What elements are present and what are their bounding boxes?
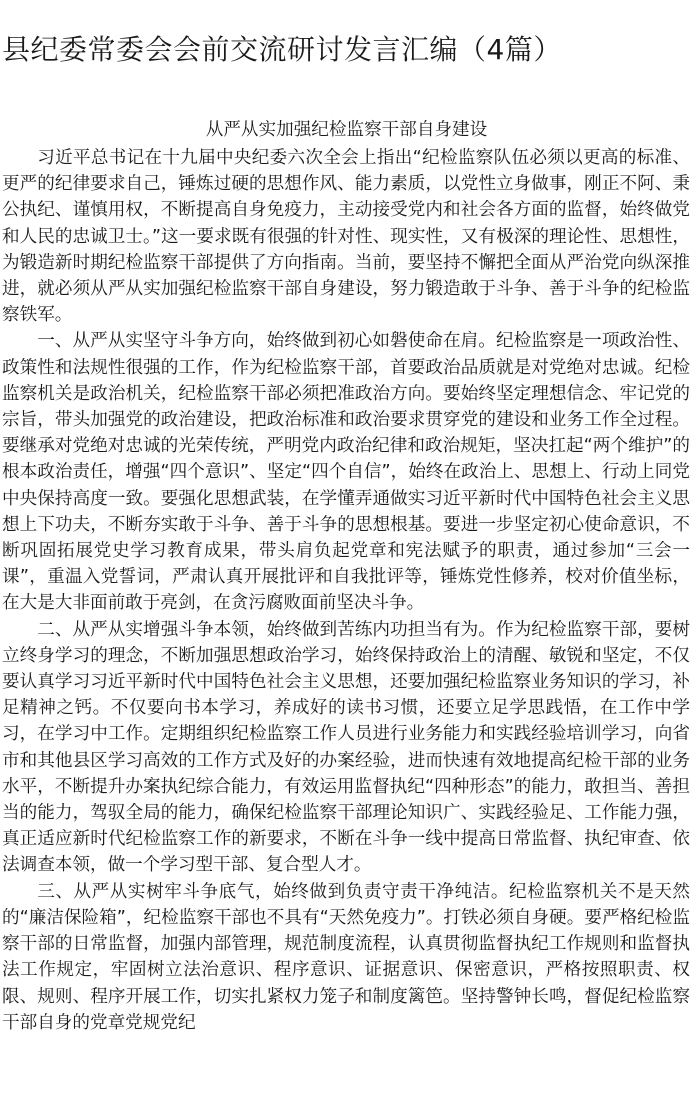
article-body: [2, 145, 690, 1036]
paragraph-intro: 习近平总书记在十九届中央纪委六次全会上指出“纪检监察队伍必须以更高的标准、更严的纪律要求自己，锤炼过硬的思想作风、能力素质，以党性立身做事，刚正不阿、秉公执纪、谨慎用权，不断提高自身免疫力，主动接受党内和社会各方面的监督，始终做党和人民的忠诚卫士。”这一要求既有很强的针对性、现实性，又有极深的理论性、思想性，为锻造新时期纪检监察干部提供了方向指南。当前，要坚持不懈把全面从严治党向纵深推进，就必须从严从实加强纪检监察干部自身建设，努力锻造敢于斗争、善于斗争的纪检监察铁军。: [2, 148, 690, 326]
paragraph-section-1: 一、从严从实坚守斗争方向，始终做到初心如磐使命在肩。纪检监察是一项政治性、政策性和法规性很强的工作，作为纪检监察干部，首要政治品质就是对党绝对忠诚。纪检监察机关是政治机关，纪检监察干部必须把准政治方向。要始终坚定理想信念、牢记党的宗旨，带头加强党的政治建设，把政治标准和政治要求贯穿党的建设和业务工作全过程。要继承对党绝对忠诚的光荣传统，严明党内政治纪律和政治规矩，坚决扛起“两个维护”的根本政治责任，增强“四个意识”、坚定“四个自信”，始终在政治上、思想上、行动上同党中央保持高度一致。要强化思想武装，在学懂弄通做实习近平新时代中国特色社会主义思想上下功夫，不断夯实敢于斗争、善于斗争的思想根基。要进一步坚定初心使命意识，不断巩固拓展党史学习教育成果，带头肩负起党章和宪法赋予的职责，通过参加“三会一课”，重温入党誓词，严肃认真开展批评和自我批评等，锤炼党性修养，校对价值坐标，在大是大非面前敢于亮剑，在贪污腐败面前坚决斗争。: [2, 331, 690, 614]
document-title: 县纪委常委会会前交流研讨发言汇编（4篇）: [2, 33, 562, 66]
paragraph-section-2: 二、从严从实增强斗争本领，始终做到苦练内功担当有为。作为纪检监察干部，要树立终身学习的理念，不断加强思想政治学习，始终保持政治上的清醒、敏锐和坚定，不仅要认真学习习近平新时代中国特色社会主义思想，还要加强纪检监察业务知识的学习，补足精神之钙。不仅要向书本学习，养成好的读书习惯，还要立足学思践悟，在工作中学习，在学习中工作。定期组织纪检监察工作人员进行业务能力和实践经验培训学习，向省市和其他县区学习高效的工作方式及好的办案经验，进而快速有效地提高纪检干部的业务水平，不断提升办案执纪综合能力，有效运用监督执纪“四种形态”的能力，敢担当、善担当的能力，驾驭全局的能力，确保纪检监察干部理论知识广、实践经验足、工作能力强，真正适应新时代纪检监察工作的新要求，不断在斗争一线中提高日常监督、执纪审查、依法调查本领，做一个学习型干部、复合型人才。: [2, 619, 690, 876]
paragraph-section-3: 三、从严从实树牢斗争底气，始终做到负责守责干净纯洁。纪检监察机关不是天然的“廉洁保险箱”，纪检监察干部也不具有“天然免疫力”。打铁必须自身硬。要严格纪检监察干部的日常监督，加强内部管理，规范制度流程，认真贯彻监督执纪工作规则和监督执法工作规定，牢固树立法治意识、程序意识、证据意识、保密意识，严格按照职责、权限、规则、程序开展工作，切实扎紧权力笼子和制度篱笆。坚持警钟长鸣，督促纪检监察干部自身的党章党规党纪: [2, 881, 690, 1033]
article-title: 从严从实加强纪检监察干部自身建设: [205, 120, 488, 140]
